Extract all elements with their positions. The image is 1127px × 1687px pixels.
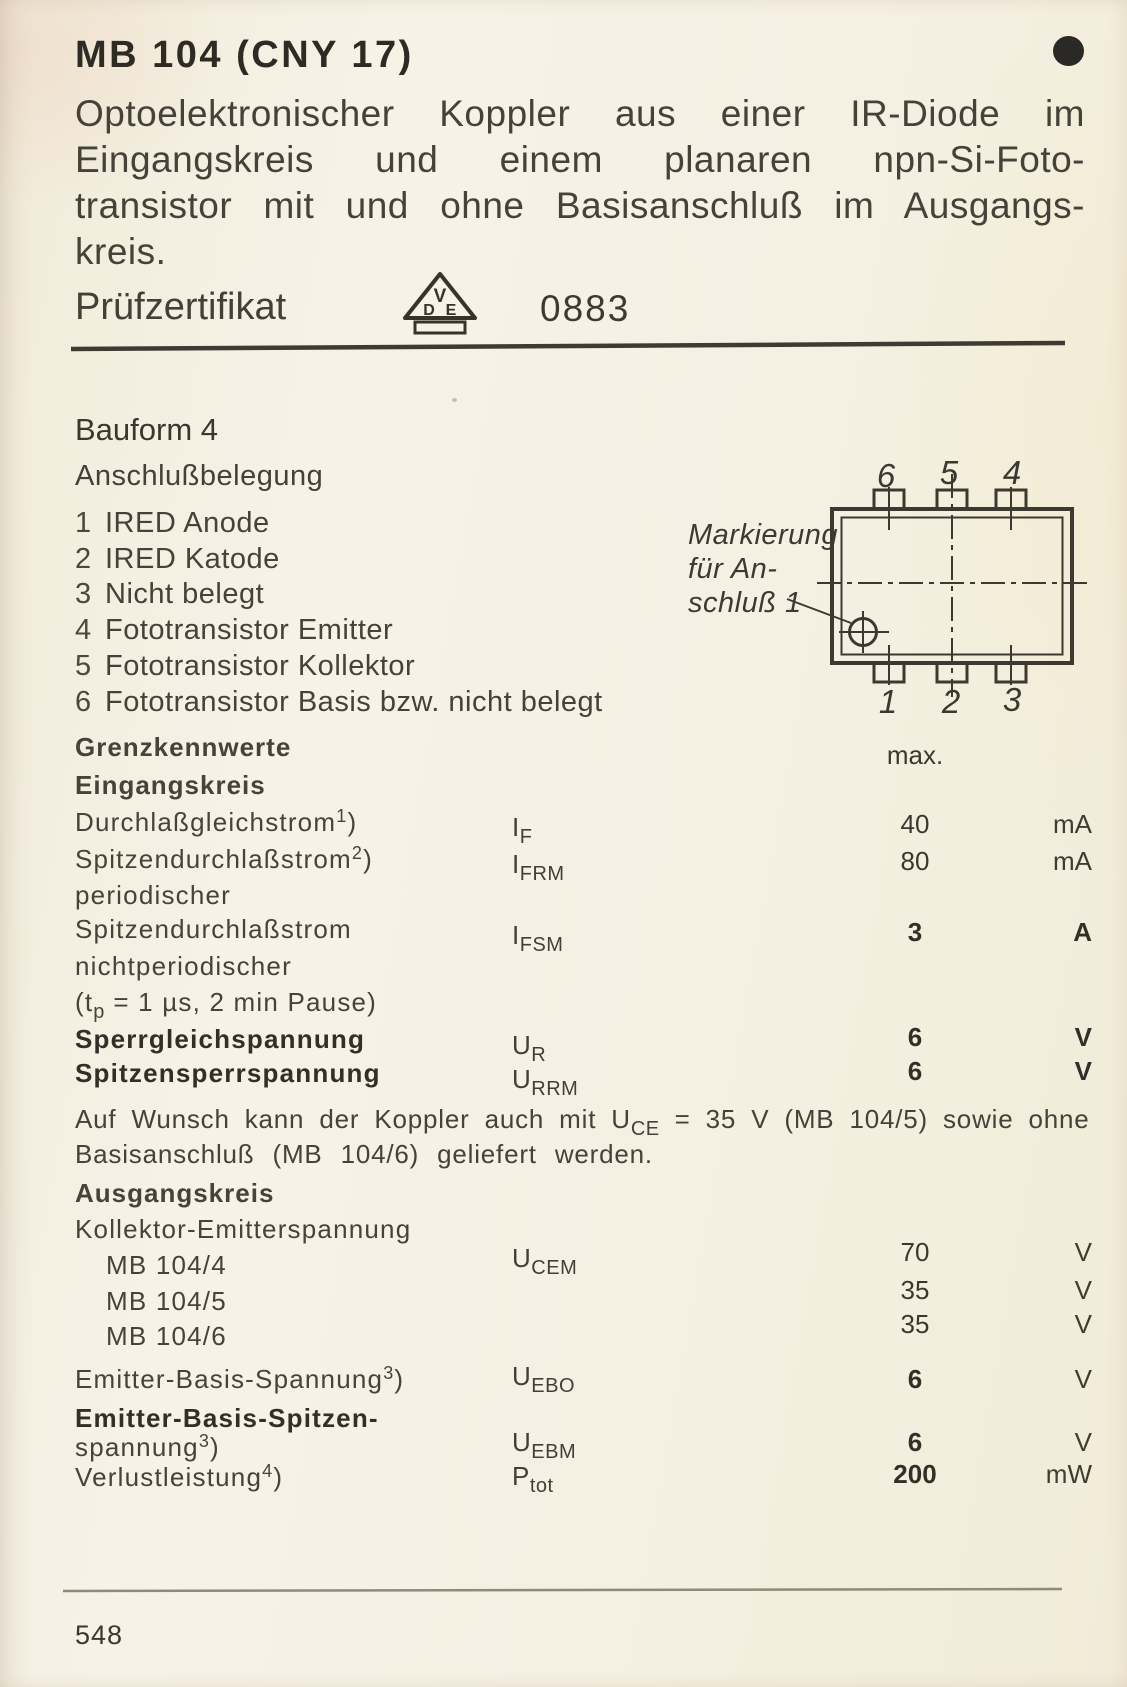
limits-heading: Grenzkennwerte: [75, 732, 292, 762]
row-label: MB 104/5: [106, 1286, 227, 1316]
vde-letter-d: D: [423, 302, 435, 319]
page-number: 548: [75, 1620, 124, 1650]
row-value: 3: [907, 917, 923, 947]
marking-label-line-2: für An-: [688, 553, 778, 585]
row-value: 6: [907, 1427, 923, 1457]
footer-rule: [63, 1589, 1062, 1591]
row-label: Emitter-Basis-Spannung$^3$): [75, 1363, 405, 1394]
intro-line-2: Eingangskreis und einem planaren npn-Si-Foto-: [75, 139, 1085, 180]
row-value: 6: [907, 1364, 923, 1394]
row-symbol: $U_{RRM}$: [512, 1064, 579, 1100]
row-unit: V: [1074, 1427, 1092, 1457]
row-unit: mA: [1053, 809, 1092, 839]
row-symbol: $U_R$: [512, 1030, 547, 1066]
row-label: Kollektor-Emitterspannung: [75, 1214, 412, 1244]
pin-label: Fototransistor Emitter: [105, 614, 394, 646]
diagram-pin-number-top-6: 6: [876, 457, 896, 494]
pin-list-item-3: [75, 578, 264, 611]
row-label: MB 104/6: [106, 1321, 227, 1351]
pin-number: 5: [75, 650, 92, 682]
option-note-line-1: Auf Wunsch kann der Koppler auch mit $U_{CE} = 35$ V (MB 104/5) sowie ohne: [75, 1104, 1090, 1140]
row-value: 80: [900, 846, 930, 876]
diagram-pin-number-top-5: 5: [939, 454, 959, 491]
row-unit: V: [1074, 1364, 1092, 1394]
pin-number: 6: [75, 686, 92, 718]
row-value: 35: [900, 1309, 930, 1339]
diagram-pin-number-bottom-3: 3: [1002, 681, 1022, 718]
marking-label-line-1: Markierung: [688, 519, 839, 551]
row-label: Verlustleistung$^4$): [75, 1461, 284, 1492]
row-symbol: $I_{FRM}$: [512, 849, 565, 885]
marking-label: [688, 518, 838, 620]
pin-label: Nicht belegt: [105, 578, 265, 610]
row-unit: mA: [1053, 846, 1092, 876]
pin-list-item-6: [75, 686, 603, 719]
row-symbol: $U_{EBM}$: [512, 1427, 577, 1463]
row-unit: A: [1073, 917, 1092, 947]
certificate-label: Prüfzertifikat: [75, 286, 287, 328]
row-unit: V: [1074, 1056, 1092, 1086]
row-unit: V: [1074, 1237, 1092, 1267]
marking-label-line-3: schluß 1: [688, 587, 802, 619]
row-label: ($t_p = 1$ µs, 2 min Pause): [75, 987, 378, 1023]
row-label: Sperrgleichspannung: [75, 1024, 366, 1054]
pin-label: Fototransistor Kollektor: [105, 650, 416, 682]
diagram-pin-number-top-4: 4: [1002, 454, 1022, 491]
row-value: 40: [900, 809, 930, 839]
vde-letter-v: V: [433, 286, 447, 307]
row-symbol: $I_F$: [512, 812, 533, 848]
row-unit: V: [1074, 1275, 1092, 1305]
row-value: 35: [900, 1275, 930, 1305]
intro-line-3: transistor mit und ohne Basisanschluß im Ausgangs-: [75, 185, 1085, 226]
section-divider-rule: [71, 343, 1065, 349]
bauform-heading: Bauform 4: [75, 412, 219, 447]
pin-list-item-2: [75, 543, 280, 576]
diagram-pin-number-bottom-1: 1: [878, 683, 898, 720]
row-label: nichtperiodischer: [75, 951, 292, 981]
row-label: spannung$^3$): [75, 1431, 220, 1462]
row-symbol: $U_{CEM}$: [512, 1243, 578, 1279]
page-marker-dot-icon: [1053, 36, 1084, 66]
row-value: 200: [893, 1459, 937, 1489]
pin-list-item-4: [75, 614, 393, 647]
row-unit: V: [1074, 1309, 1092, 1339]
diagram-pin-number-bottom-2: 2: [941, 683, 961, 720]
row-unit: mW: [1045, 1459, 1092, 1489]
row-label: Spitzendurchlaßstrom$^2$): [75, 843, 373, 874]
vde-logo-icon: [400, 270, 480, 340]
pin-list-item-1: [75, 507, 270, 540]
vde-letter-e: E: [445, 302, 457, 319]
row-label: Spitzensperrspannung: [75, 1058, 381, 1088]
pin-number: 2: [75, 543, 92, 575]
pin-number: 1: [75, 507, 92, 539]
pinout-heading: Anschlußbelegung: [75, 460, 324, 492]
intro-line-1: Optoelektronischer Koppler aus einer IR-Diode im: [75, 93, 1085, 134]
row-symbol: $U_{EBO}$: [512, 1361, 576, 1397]
page-title: MB 104 (CNY 17): [75, 34, 414, 76]
row-label: Spitzendurchlaßstrom: [75, 914, 352, 944]
pin-list-item-5: [75, 650, 415, 683]
pin-label: IRED Anode: [105, 507, 270, 539]
pin-label: Fototransistor Basis bzw. nicht belegt: [105, 686, 603, 718]
row-label: Durchlaßgleichstrom$^1$): [75, 806, 358, 837]
pin-label: IRED Katode: [105, 543, 280, 575]
row-value: 6: [907, 1056, 923, 1086]
row-value: 6: [907, 1022, 923, 1052]
pin-number: 3: [75, 578, 92, 610]
row-symbol: $P_{tot}$: [512, 1461, 554, 1497]
row-unit: V: [1074, 1022, 1092, 1052]
row-label: MB 104/4: [106, 1250, 227, 1280]
paper-speck: [452, 398, 457, 402]
intro-line-4: kreis.: [75, 231, 167, 272]
output-section-heading: Ausgangskreis: [75, 1178, 275, 1208]
option-note-line-2: Basisanschluß (MB 104/6) geliefert werden.: [75, 1139, 653, 1169]
row-value: 70: [900, 1237, 930, 1267]
row-symbol: $I_{FSM}$: [512, 920, 564, 956]
max-column-header: max.: [886, 740, 944, 770]
row-label: Emitter-Basis-Spitzen-: [75, 1403, 379, 1433]
row-label: periodischer: [75, 880, 232, 910]
certificate-number: 0883: [540, 288, 631, 329]
pin-number: 4: [75, 614, 92, 646]
input-section-heading: Eingangskreis: [75, 770, 266, 800]
